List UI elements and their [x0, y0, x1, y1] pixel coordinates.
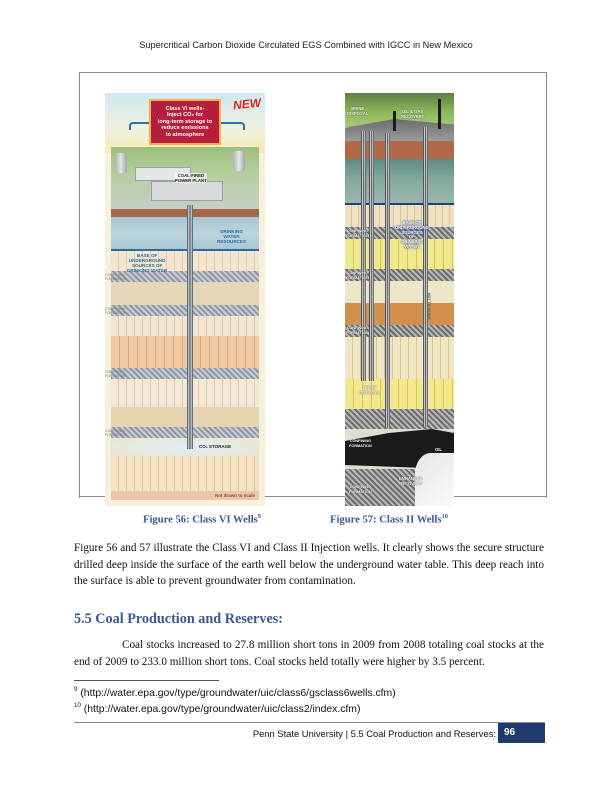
label-line: POWER PLANT	[175, 178, 207, 183]
label-line: FORMATION	[349, 489, 372, 494]
co2-storage-label: CO₂ STORAGE	[199, 444, 232, 449]
frame-divider	[79, 496, 106, 497]
label-line: COAL-FIRED	[177, 173, 205, 178]
label-line: FORMATION	[105, 277, 127, 281]
label-line: CONFINING	[105, 370, 126, 374]
label-line: WATER	[223, 234, 240, 239]
section-heading: 5.5 Coal Production and Reserves:	[74, 611, 283, 627]
label-line: DRINKING	[220, 229, 243, 234]
page-number-badge: 96	[498, 723, 545, 743]
footnote-ref[interactable]: 10	[441, 513, 448, 520]
label-line: CONFINING	[349, 485, 372, 489]
banner-line: to atmosphere	[165, 131, 205, 138]
caption-text: Figure 57: Class II Wells	[330, 514, 442, 526]
banner-line: Class VI wells-	[165, 105, 205, 112]
label-line: OF	[408, 234, 415, 240]
footnote-link[interactable]: (http://water.epa.gov/type/groundwater/uic/class2/index.cfm)	[83, 704, 361, 715]
label-line: CONFINING	[346, 229, 369, 233]
confining-layer	[345, 409, 454, 429]
scale-note: Not drawn to scale	[111, 491, 259, 500]
footnote-separator	[74, 680, 219, 681]
label-line: BRINE	[351, 106, 365, 111]
sand-layer	[111, 407, 259, 427]
footnote-number: 10	[74, 702, 81, 709]
body-paragraph: Coal stocks increased to 27.8 million short tons in 2009 from 2008 totaling coal stocks at the end of 2009 to 233.0 million short tons. Coal stocks held totally were higher by 3.5 percent.	[74, 639, 544, 668]
caption-text: Figure 56: Class VI Wells	[143, 514, 258, 526]
cooling-tower-icon	[233, 151, 245, 171]
confining-layer	[111, 427, 259, 438]
new-badge: NEW	[232, 95, 262, 113]
confining-formation-label	[105, 307, 126, 315]
oil-gas-recovery-label	[401, 110, 424, 120]
label-line: CONFINING	[346, 326, 369, 330]
footnote-ref[interactable]: 9	[257, 513, 262, 520]
soil-layer	[111, 209, 259, 217]
label-line: FORMATION	[105, 374, 127, 378]
oil-label: OIL	[435, 447, 442, 452]
label-line: FORMATION	[349, 443, 372, 448]
running-header: Supercritical Carbon Dioxide Circulated EGS Combined with IGCC in New Mexico	[139, 40, 473, 50]
label-line: RECOVERY	[401, 113, 425, 119]
label-line: CONFINING	[346, 271, 369, 275]
footnote-10	[74, 702, 360, 715]
label-line: FORMATION	[346, 330, 369, 335]
label-line: RECOVERY	[399, 480, 423, 486]
usdw-label	[127, 253, 167, 273]
label-line: BRINE	[363, 385, 377, 390]
confining-formation-label	[105, 273, 126, 281]
label-line: DRINKING	[401, 239, 423, 245]
figure-57-caption	[330, 513, 448, 526]
confining-formation-label	[105, 370, 126, 378]
label-line: BASE OF	[136, 253, 158, 258]
confining-layer	[111, 368, 259, 379]
label-line: DISPOSAL	[347, 110, 369, 116]
label-line: CONFINING	[105, 429, 126, 433]
rock-layer	[111, 379, 259, 407]
label-line: ENHANCED	[399, 476, 423, 481]
frame-divider	[265, 496, 345, 497]
brine-well	[361, 131, 366, 381]
label-line: CONFINING	[105, 307, 126, 311]
label-line: FORMATION	[346, 233, 369, 238]
label-line: DISPOSAL	[359, 389, 381, 395]
brine-well	[369, 131, 374, 381]
scale-note: NOT TO SCALE	[427, 293, 431, 320]
label-line: CONFINING	[105, 273, 126, 277]
footnote-number: 9	[74, 686, 78, 693]
orange-layer	[111, 336, 259, 368]
confining-layer	[111, 305, 259, 316]
rock-layer	[111, 316, 259, 336]
label-line: WATER	[404, 243, 420, 249]
label-line: FORMATION	[105, 433, 127, 437]
co2-storage-zone	[111, 438, 259, 456]
confining-formation-label	[346, 229, 369, 239]
label-line: BASE OF	[402, 220, 422, 225]
label-line: FORMATION	[105, 311, 127, 315]
plant-yard	[151, 181, 223, 201]
banner-line: long-term storage to	[157, 118, 213, 125]
footer-text: Penn State University | 5.5 Coal Production and Reserves:	[252, 728, 496, 739]
footnote-link[interactable]: (http://water.epa.gov/type/groundwater/uic/class6/gsclass6wells.cfm)	[80, 688, 396, 699]
label-line: RESOURCES	[217, 239, 247, 244]
coal-plant-label	[175, 173, 207, 183]
production-well	[423, 127, 428, 427]
body-paragraph: Figure 56 and 57 illustrate the Class VI and Class II Injection wells. It clearly shows the secure structure drilled deep inside the surface of the earth well below the underground water table. This deep reach into the surface is able to prevent groundwater from contamination.	[74, 542, 544, 588]
rock-layer	[111, 456, 259, 491]
drill-rig-icon	[438, 99, 441, 129]
label-line: DRINKING WATER	[127, 268, 168, 273]
confining-formation-label	[349, 485, 372, 495]
cooling-tower-icon	[115, 153, 127, 173]
drinking-water-label	[217, 229, 246, 244]
confining-formation-label	[346, 326, 369, 336]
frame-divider	[454, 496, 546, 497]
class-vi-banner	[149, 99, 221, 145]
enhanced-recovery-label	[399, 477, 423, 487]
figure-56-caption	[143, 513, 261, 526]
footnote-9	[74, 686, 396, 699]
label-line: CONFINING	[349, 439, 372, 443]
figure-57-image	[345, 93, 454, 506]
figure-56-image	[105, 93, 265, 506]
confining-formation-label	[346, 271, 369, 281]
footer-separator	[74, 722, 545, 723]
sand-layer	[111, 282, 259, 305]
label-line: OIL & GAS	[402, 109, 424, 114]
drill-rig-icon	[393, 111, 396, 131]
injection-well	[385, 133, 390, 428]
label-line: UNDERGROUND	[395, 224, 429, 230]
label-line: SOURCES	[401, 229, 423, 235]
banner-line: Inject CO₂ for	[166, 112, 204, 119]
label-line: SOURCES OF	[131, 263, 163, 268]
label-line: FORMATION	[346, 275, 369, 280]
confining-formation-label	[349, 439, 372, 449]
label-line: UNDERGROUND	[128, 258, 166, 263]
injection-well	[187, 205, 193, 449]
brine-disposal-top-label	[347, 107, 368, 117]
banner-line: reduce emissions	[161, 125, 209, 132]
usdw-label	[395, 221, 429, 250]
confining-formation-label	[105, 429, 126, 437]
brine-disposal-label	[359, 386, 380, 396]
